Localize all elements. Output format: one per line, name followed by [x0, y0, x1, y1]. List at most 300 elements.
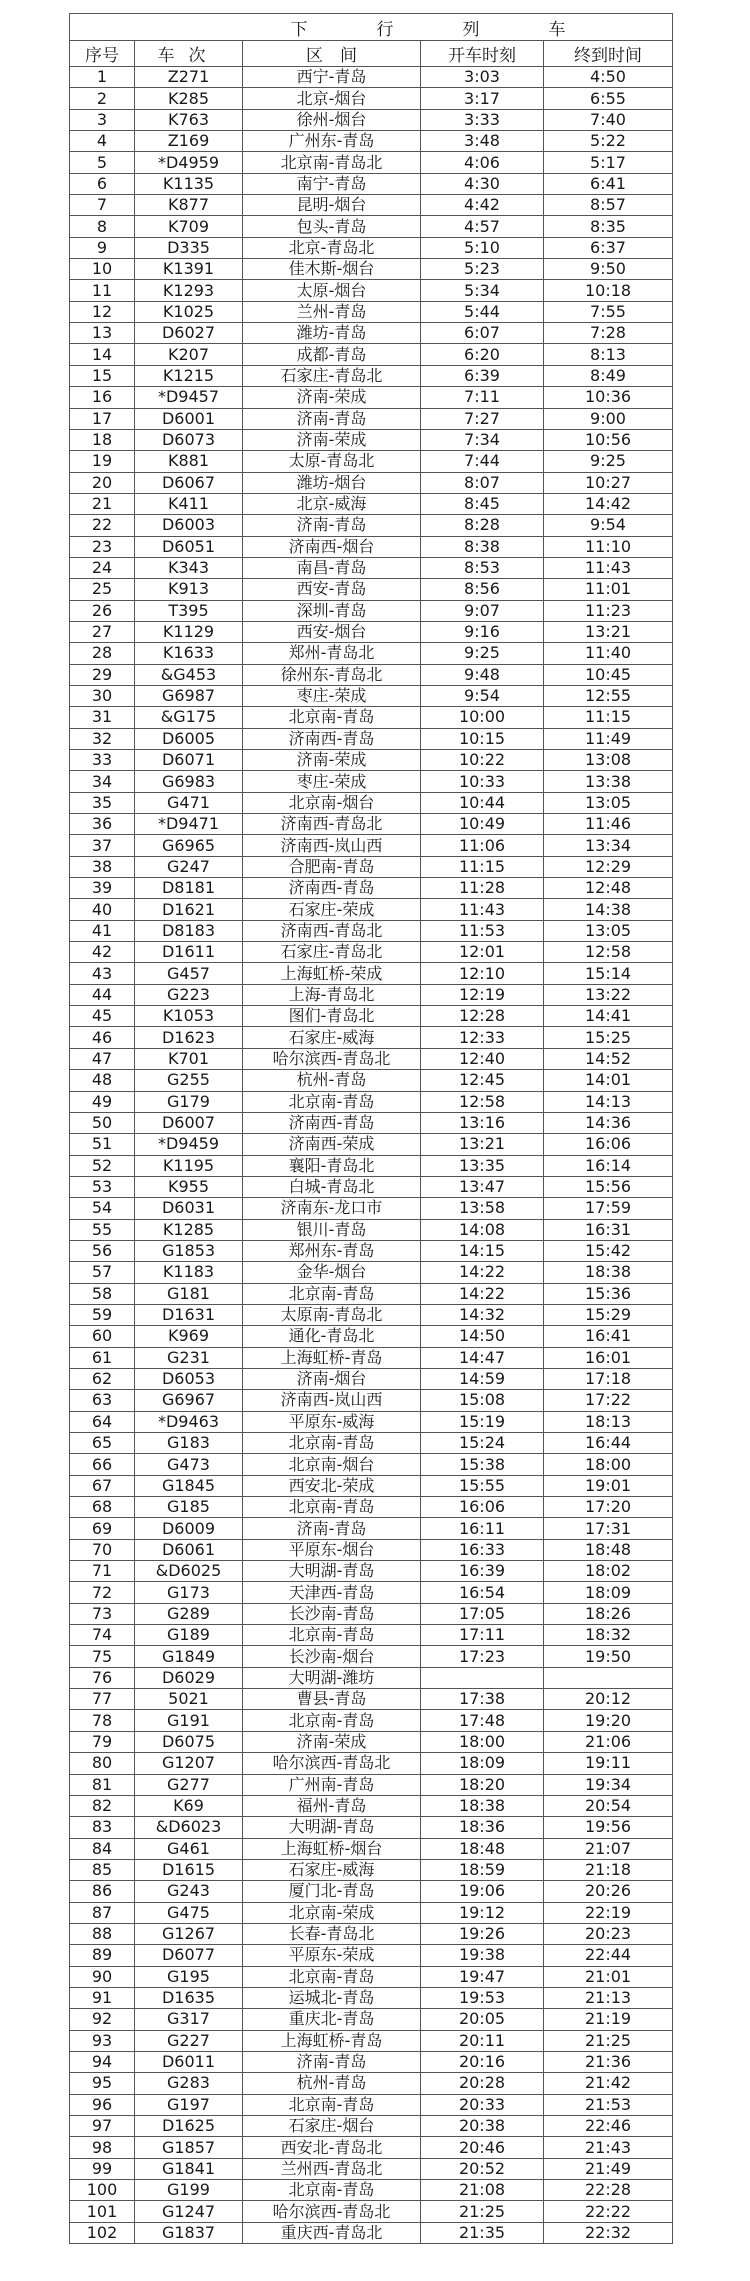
cell-departure: 11:06 — [421, 835, 544, 856]
cell-departure: 20:33 — [421, 2094, 544, 2115]
cell-train: &D6023 — [135, 1817, 243, 1838]
cell-departure — [421, 1667, 544, 1688]
cell-train: G461 — [135, 1838, 243, 1859]
table-row — [70, 2051, 673, 2072]
table-row — [70, 1987, 673, 2008]
cell-arrival: 16:01 — [544, 1347, 673, 1368]
table-row — [70, 1155, 673, 1176]
cell-departure: 3:03 — [421, 67, 544, 88]
cell-train: G247 — [135, 856, 243, 877]
cell-train: D6029 — [135, 1667, 243, 1688]
table-row — [70, 1817, 673, 1838]
cell-departure: 18:59 — [421, 1859, 544, 1880]
cell-departure: 21:08 — [421, 2180, 544, 2201]
table-row — [70, 878, 673, 899]
cell-departure: 20:11 — [421, 2030, 544, 2051]
table-row — [70, 1689, 673, 1710]
cell-arrival: 11:10 — [544, 536, 673, 557]
cell-no: 57 — [70, 1262, 135, 1283]
table-row — [70, 365, 673, 386]
cell-no: 54 — [70, 1198, 135, 1219]
cell-no: 27 — [70, 621, 135, 642]
cell-no: 81 — [70, 1774, 135, 1795]
cell-train: G277 — [135, 1774, 243, 1795]
cell-no: 68 — [70, 1497, 135, 1518]
cell-train: T395 — [135, 600, 243, 621]
cell-arrival: 18:02 — [544, 1561, 673, 1582]
cell-train: K881 — [135, 451, 243, 472]
cell-departure: 10:22 — [421, 750, 544, 771]
table-row — [70, 1561, 673, 1582]
cell-no: 29 — [70, 664, 135, 685]
cell-route: 图们-青岛北 — [243, 1006, 421, 1027]
cell-train: D6031 — [135, 1198, 243, 1219]
cell-route: 北京-烟台 — [243, 88, 421, 109]
cell-route: 重庆北-青岛 — [243, 2009, 421, 2030]
cell-route: 北京南-青岛 — [243, 1497, 421, 1518]
cell-arrival: 22:22 — [544, 2201, 673, 2222]
cell-departure: 21:35 — [421, 2222, 544, 2243]
table-row — [70, 216, 673, 237]
cell-no: 66 — [70, 1454, 135, 1475]
header-arrival: 终到时间 — [544, 41, 673, 67]
table-row — [70, 856, 673, 877]
cell-departure: 6:07 — [421, 323, 544, 344]
cell-route: 上海虹桥-青岛 — [243, 2030, 421, 2051]
cell-arrival: 14:13 — [544, 1091, 673, 1112]
cell-train: K763 — [135, 109, 243, 130]
table-row — [70, 1667, 673, 1688]
cell-departure: 18:09 — [421, 1753, 544, 1774]
cell-route: 石家庄-威海 — [243, 1027, 421, 1048]
cell-no: 37 — [70, 835, 135, 856]
cell-departure: 19:12 — [421, 1902, 544, 1923]
cell-departure: 18:36 — [421, 1817, 544, 1838]
cell-route: 福州-青岛 — [243, 1795, 421, 1816]
cell-route: 枣庄-荣成 — [243, 685, 421, 706]
cell-departure: 17:11 — [421, 1625, 544, 1646]
cell-departure: 11:43 — [421, 899, 544, 920]
table-row — [70, 88, 673, 109]
cell-departure: 5:23 — [421, 259, 544, 280]
cell-no: 95 — [70, 2073, 135, 2094]
cell-departure: 14:22 — [421, 1262, 544, 1283]
cell-no: 74 — [70, 1625, 135, 1646]
cell-route: 大明湖-青岛 — [243, 1561, 421, 1582]
cell-train: G191 — [135, 1710, 243, 1731]
cell-arrival: 19:11 — [544, 1753, 673, 1774]
cell-train: D1611 — [135, 942, 243, 963]
cell-arrival: 15:56 — [544, 1176, 673, 1197]
table-row — [70, 1795, 673, 1816]
cell-route: 北京南-青岛 — [243, 1966, 421, 1987]
cell-arrival: 9:25 — [544, 451, 673, 472]
cell-route: 济南西-荣成 — [243, 1134, 421, 1155]
cell-arrival: 5:22 — [544, 131, 673, 152]
cell-arrival: 18:38 — [544, 1262, 673, 1283]
table-row — [70, 1112, 673, 1133]
table-row — [70, 1006, 673, 1027]
table-row — [70, 1710, 673, 1731]
cell-no: 41 — [70, 920, 135, 941]
cell-arrival: 15:42 — [544, 1240, 673, 1261]
cell-departure: 4:06 — [421, 152, 544, 173]
cell-departure: 17:05 — [421, 1603, 544, 1624]
cell-arrival: 21:53 — [544, 2094, 673, 2115]
cell-route: 上海虹桥-烟台 — [243, 1838, 421, 1859]
cell-train: G457 — [135, 963, 243, 984]
cell-arrival: 16:14 — [544, 1155, 673, 1176]
cell-no: 1 — [70, 67, 135, 88]
table-row — [70, 429, 673, 450]
cell-arrival: 22:28 — [544, 2180, 673, 2201]
cell-route: 济南西-青岛 — [243, 1112, 421, 1133]
cell-no: 51 — [70, 1134, 135, 1155]
cell-train: G231 — [135, 1347, 243, 1368]
table-row — [70, 1454, 673, 1475]
cell-departure: 20:28 — [421, 2073, 544, 2094]
cell-departure: 12:40 — [421, 1048, 544, 1069]
cell-route: 北京南-青岛 — [243, 2094, 421, 2115]
cell-train: D335 — [135, 237, 243, 258]
cell-departure: 5:34 — [421, 280, 544, 301]
cell-departure: 14:15 — [421, 1240, 544, 1261]
cell-no: 69 — [70, 1518, 135, 1539]
cell-train: G1841 — [135, 2158, 243, 2179]
cell-route: 石家庄-烟台 — [243, 2116, 421, 2137]
cell-route: 枣庄-荣成 — [243, 771, 421, 792]
cell-no: 9 — [70, 237, 135, 258]
cell-arrival: 13:08 — [544, 750, 673, 771]
cell-route: 徐州-烟台 — [243, 109, 421, 130]
cell-route: 郑州-青岛北 — [243, 643, 421, 664]
table-row — [70, 1048, 673, 1069]
cell-departure: 12:19 — [421, 984, 544, 1005]
cell-departure: 15:55 — [421, 1475, 544, 1496]
cell-no: 47 — [70, 1048, 135, 1069]
cell-route: 北京南-烟台 — [243, 1454, 421, 1475]
cell-departure: 7:34 — [421, 429, 544, 450]
table-row — [70, 643, 673, 664]
cell-no: 102 — [70, 2222, 135, 2243]
cell-route: 长沙南-烟台 — [243, 1646, 421, 1667]
cell-no: 39 — [70, 878, 135, 899]
cell-train: D6005 — [135, 728, 243, 749]
downbound-train-timetable — [69, 13, 673, 2244]
cell-no: 80 — [70, 1753, 135, 1774]
cell-departure: 17:38 — [421, 1689, 544, 1710]
table-row — [70, 1240, 673, 1261]
cell-train: D6009 — [135, 1518, 243, 1539]
header-train: 车次 — [135, 41, 243, 67]
cell-route: 大明湖-青岛 — [243, 1817, 421, 1838]
cell-train: D1625 — [135, 2116, 243, 2137]
cell-train: K1391 — [135, 259, 243, 280]
cell-no: 30 — [70, 685, 135, 706]
cell-no: 22 — [70, 515, 135, 536]
cell-no: 94 — [70, 2051, 135, 2072]
cell-route: 平原东-威海 — [243, 1411, 421, 1432]
cell-arrival: 12:29 — [544, 856, 673, 877]
table-row — [70, 1838, 673, 1859]
cell-train: D6003 — [135, 515, 243, 536]
cell-no: 91 — [70, 1987, 135, 2008]
cell-route: 石家庄-青岛北 — [243, 365, 421, 386]
cell-train: K1129 — [135, 621, 243, 642]
cell-arrival: 17:22 — [544, 1390, 673, 1411]
cell-departure: 4:30 — [421, 173, 544, 194]
table-row — [70, 814, 673, 835]
table-row — [70, 1731, 673, 1752]
cell-arrival: 21:19 — [544, 2009, 673, 2030]
table-row — [70, 1475, 673, 1496]
cell-route: 济南-荣成 — [243, 750, 421, 771]
cell-train: D8183 — [135, 920, 243, 941]
cell-arrival: 11:23 — [544, 600, 673, 621]
cell-train: G223 — [135, 984, 243, 1005]
cell-train: &G175 — [135, 707, 243, 728]
cell-departure: 7:27 — [421, 408, 544, 429]
table-row — [70, 2094, 673, 2115]
cell-train: D8181 — [135, 878, 243, 899]
table-row — [70, 920, 673, 941]
cell-no: 34 — [70, 771, 135, 792]
cell-no: 42 — [70, 942, 135, 963]
cell-departure: 8:45 — [421, 493, 544, 514]
cell-route: 南昌-青岛 — [243, 557, 421, 578]
cell-no: 56 — [70, 1240, 135, 1261]
cell-route: 济南西-岚山西 — [243, 835, 421, 856]
cell-no: 44 — [70, 984, 135, 1005]
cell-route: 上海虹桥-荣成 — [243, 963, 421, 984]
cell-no: 99 — [70, 2158, 135, 2179]
cell-departure: 6:39 — [421, 365, 544, 386]
table-row — [70, 131, 673, 152]
table-row — [70, 2222, 673, 2243]
cell-train: G183 — [135, 1433, 243, 1454]
cell-no: 97 — [70, 2116, 135, 2137]
cell-departure: 5:44 — [421, 301, 544, 322]
table-row — [70, 835, 673, 856]
cell-route: 杭州-青岛 — [243, 1070, 421, 1091]
cell-route: 济南西-岚山西 — [243, 1390, 421, 1411]
cell-no: 13 — [70, 323, 135, 344]
cell-route: 平原东-烟台 — [243, 1539, 421, 1560]
cell-route: 济南-荣成 — [243, 1731, 421, 1752]
cell-arrival: 14:52 — [544, 1048, 673, 1069]
cell-no: 53 — [70, 1176, 135, 1197]
cell-route: 西安北-荣成 — [243, 1475, 421, 1496]
cell-departure: 16:11 — [421, 1518, 544, 1539]
cell-departure: 12:01 — [421, 942, 544, 963]
cell-train: K913 — [135, 579, 243, 600]
cell-no: 58 — [70, 1283, 135, 1304]
cell-departure: 18:38 — [421, 1795, 544, 1816]
cell-arrival: 8:13 — [544, 344, 673, 365]
cell-departure: 16:06 — [421, 1497, 544, 1518]
cell-train: K1025 — [135, 301, 243, 322]
cell-departure: 14:32 — [421, 1304, 544, 1325]
cell-arrival: 13:38 — [544, 771, 673, 792]
cell-train: D6061 — [135, 1539, 243, 1560]
table-row — [70, 1518, 673, 1539]
cell-no: 67 — [70, 1475, 135, 1496]
cell-departure: 20:16 — [421, 2051, 544, 2072]
cell-departure: 20:05 — [421, 2009, 544, 2030]
table-row — [70, 515, 673, 536]
cell-arrival: 19:56 — [544, 1817, 673, 1838]
table-row — [70, 1433, 673, 1454]
table-row — [70, 579, 673, 600]
cell-route: 北京南-青岛 — [243, 1283, 421, 1304]
cell-route: 济南-青岛 — [243, 1518, 421, 1539]
cell-arrival: 14:41 — [544, 1006, 673, 1027]
cell-train: D1623 — [135, 1027, 243, 1048]
cell-route: 北京南-青岛 — [243, 1625, 421, 1646]
table-row — [70, 1390, 673, 1411]
table-row — [70, 1304, 673, 1325]
cell-departure: 10:33 — [421, 771, 544, 792]
cell-departure: 13:16 — [421, 1112, 544, 1133]
cell-train: D6075 — [135, 1731, 243, 1752]
cell-no: 6 — [70, 173, 135, 194]
cell-train: D6001 — [135, 408, 243, 429]
cell-arrival: 22:32 — [544, 2222, 673, 2243]
cell-no: 78 — [70, 1710, 135, 1731]
cell-train: K1053 — [135, 1006, 243, 1027]
table-row — [70, 67, 673, 88]
cell-train: G243 — [135, 1881, 243, 1902]
cell-arrival: 11:15 — [544, 707, 673, 728]
cell-arrival: 9:50 — [544, 259, 673, 280]
cell-train: K69 — [135, 1795, 243, 1816]
cell-departure: 9:48 — [421, 664, 544, 685]
cell-departure: 13:35 — [421, 1155, 544, 1176]
cell-route: 长沙南-青岛 — [243, 1603, 421, 1624]
cell-train: G473 — [135, 1454, 243, 1475]
cell-departure: 16:39 — [421, 1561, 544, 1582]
cell-route: 西安-烟台 — [243, 621, 421, 642]
cell-arrival: 18:32 — [544, 1625, 673, 1646]
cell-arrival: 18:00 — [544, 1454, 673, 1475]
cell-arrival: 9:00 — [544, 408, 673, 429]
cell-train: G6965 — [135, 835, 243, 856]
cell-train: *D9463 — [135, 1411, 243, 1432]
cell-arrival: 10:56 — [544, 429, 673, 450]
cell-route: 哈尔滨西-青岛北 — [243, 1753, 421, 1774]
cell-departure: 8:56 — [421, 579, 544, 600]
cell-departure: 8:53 — [421, 557, 544, 578]
cell-arrival: 13:05 — [544, 792, 673, 813]
table-row — [70, 1945, 673, 1966]
cell-no: 92 — [70, 2009, 135, 2030]
table-row — [70, 942, 673, 963]
cell-train: D1631 — [135, 1304, 243, 1325]
table-row — [70, 344, 673, 365]
cell-no: 75 — [70, 1646, 135, 1667]
cell-arrival: 15:25 — [544, 1027, 673, 1048]
table-row — [70, 2009, 673, 2030]
cell-route: 济南-烟台 — [243, 1368, 421, 1389]
cell-arrival: 21:13 — [544, 1987, 673, 2008]
cell-departure: 3:48 — [421, 131, 544, 152]
cell-route: 广州东-青岛 — [243, 131, 421, 152]
cell-route: 济南西-青岛 — [243, 728, 421, 749]
cell-departure: 19:53 — [421, 1987, 544, 2008]
cell-route: 石家庄-荣成 — [243, 899, 421, 920]
cell-route: 济南-荣成 — [243, 387, 421, 408]
cell-no: 96 — [70, 2094, 135, 2115]
table-row — [70, 963, 673, 984]
cell-train: K1215 — [135, 365, 243, 386]
cell-route: 平原东-荣成 — [243, 1945, 421, 1966]
cell-arrival: 18:48 — [544, 1539, 673, 1560]
cell-route: 石家庄-青岛北 — [243, 942, 421, 963]
cell-arrival: 6:37 — [544, 237, 673, 258]
cell-route: 广州南-青岛 — [243, 1774, 421, 1795]
table-row — [70, 1326, 673, 1347]
cell-no: 52 — [70, 1155, 135, 1176]
cell-arrival: 10:45 — [544, 664, 673, 685]
cell-route: 银川-青岛 — [243, 1219, 421, 1240]
cell-route: 徐州东-青岛北 — [243, 664, 421, 685]
table-row — [70, 152, 673, 173]
cell-departure: 10:49 — [421, 814, 544, 835]
table-row — [70, 259, 673, 280]
table-row — [70, 1070, 673, 1091]
cell-arrival: 10:18 — [544, 280, 673, 301]
cell-train: *D4959 — [135, 152, 243, 173]
cell-departure: 12:10 — [421, 963, 544, 984]
table-row — [70, 685, 673, 706]
cell-arrival: 13:05 — [544, 920, 673, 941]
cell-departure: 9:25 — [421, 643, 544, 664]
cell-arrival: 19:34 — [544, 1774, 673, 1795]
cell-route: 成都-青岛 — [243, 344, 421, 365]
table-row — [70, 750, 673, 771]
header-route: 区 间 — [243, 41, 421, 67]
cell-no: 49 — [70, 1091, 135, 1112]
cell-departure: 7:11 — [421, 387, 544, 408]
cell-departure: 4:42 — [421, 195, 544, 216]
cell-train: G6967 — [135, 1390, 243, 1411]
cell-departure: 13:58 — [421, 1198, 544, 1219]
table-header-row — [70, 41, 673, 67]
cell-train: D6053 — [135, 1368, 243, 1389]
cell-train: G1837 — [135, 2222, 243, 2243]
cell-no: 14 — [70, 344, 135, 365]
cell-arrival: 21:07 — [544, 1838, 673, 1859]
cell-departure: 5:10 — [421, 237, 544, 258]
table-row — [70, 472, 673, 493]
cell-route: 济南西-青岛 — [243, 878, 421, 899]
table-row — [70, 536, 673, 557]
cell-train: D6071 — [135, 750, 243, 771]
cell-no: 17 — [70, 408, 135, 429]
cell-train: Z169 — [135, 131, 243, 152]
cell-train: G197 — [135, 2094, 243, 2115]
cell-route: 厦门北-青岛 — [243, 1881, 421, 1902]
table-row — [70, 1411, 673, 1432]
cell-arrival: 22:44 — [544, 1945, 673, 1966]
cell-arrival: 12:48 — [544, 878, 673, 899]
cell-train: D6051 — [135, 536, 243, 557]
cell-no: 11 — [70, 280, 135, 301]
cell-no: 4 — [70, 131, 135, 152]
cell-route: 通化-青岛北 — [243, 1326, 421, 1347]
table-row — [70, 1902, 673, 1923]
cell-train: K207 — [135, 344, 243, 365]
